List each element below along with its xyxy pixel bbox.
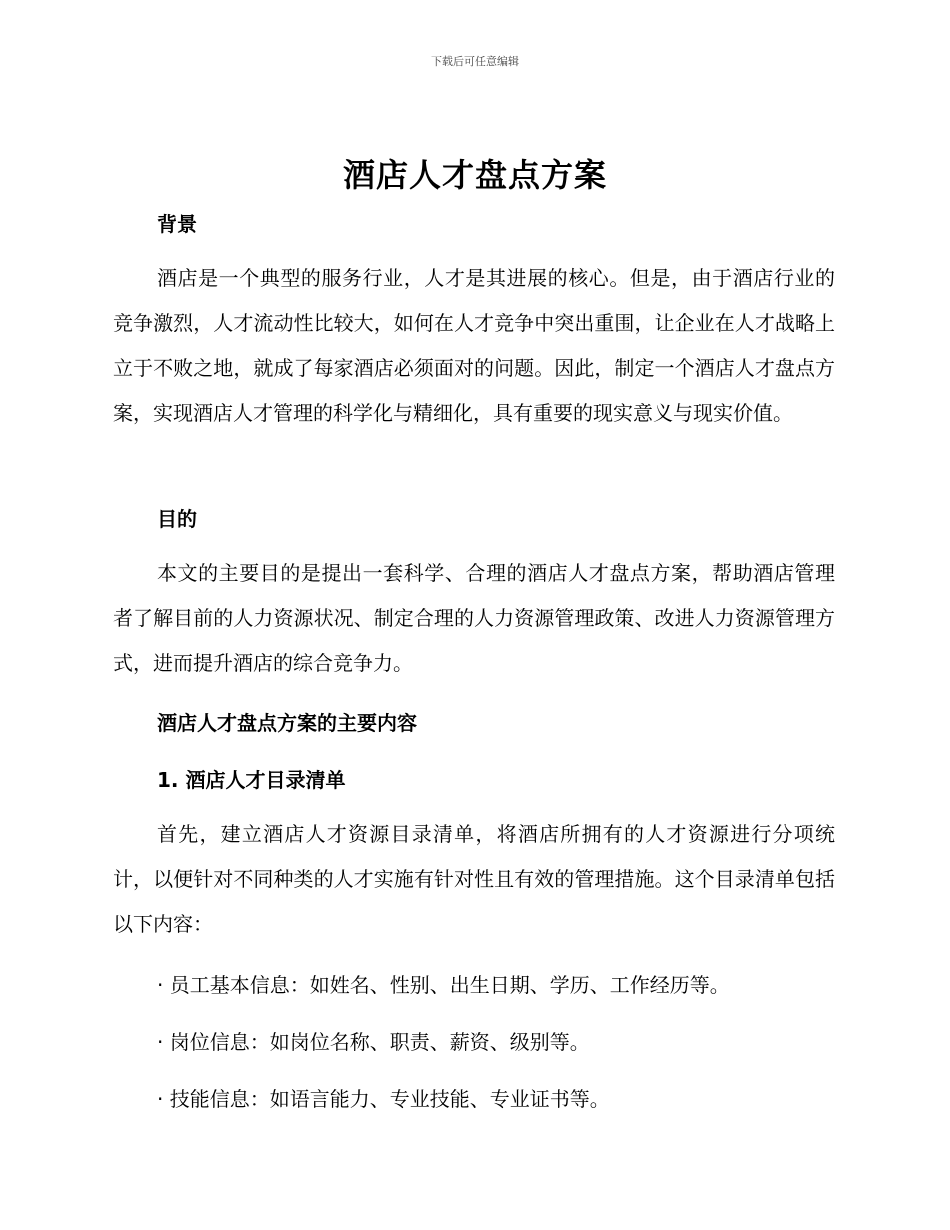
page-header: 下载后可任意编辑 bbox=[431, 55, 519, 68]
main-content-heading: 酒店人才盘点方案的主要内容 bbox=[157, 711, 417, 735]
purpose-heading: 目的 bbox=[157, 507, 197, 531]
list-item: · 岗位信息：如岗位名称、职责、薪资、级别等。 bbox=[157, 1030, 590, 1054]
list-item: · 员工基本信息：如姓名、性别、出生日期、学历、工作经历等。 bbox=[157, 973, 730, 997]
background-paragraph: 酒店是一个典型的服务行业，人才是其进展的核心。但是，由于酒店行业的竞争激烈，人才流动性比较大，如何在人才竞争中突出重围，让企业在人才战略上立于不败之地，就成了每家酒店必须面对的问题。因此，制定一个酒店人才盘点方案，实现酒店人才管理的科学化与精细化，具有重要的现实意义与现实价值。 bbox=[113, 266, 835, 425]
talent-catalog-paragraph: 首先，建立酒店人才资源目录清单，将酒店所拥有的人才资源进行分项统计，以便针对不同种类的人才实施有针对性且有效的管理措施。这个目录清单包括以下内容： bbox=[113, 822, 835, 936]
background-heading: 背景 bbox=[157, 212, 197, 236]
talent-catalog-heading: 1. 酒店人才目录清单 bbox=[157, 768, 346, 792]
list-item: · 技能信息：如语言能力、专业技能、专业证书等。 bbox=[157, 1087, 610, 1111]
purpose-paragraph: 本文的主要目的是提出一套科学、合理的酒店人才盘点方案，帮助酒店管理者了解目前的人力资源状况、制定合理的人力资源管理政策、改进人力资源管理方式，进而提升酒店的综合竞争力。 bbox=[113, 561, 835, 675]
document-title: 酒店人才盘点方案 bbox=[342, 156, 607, 194]
